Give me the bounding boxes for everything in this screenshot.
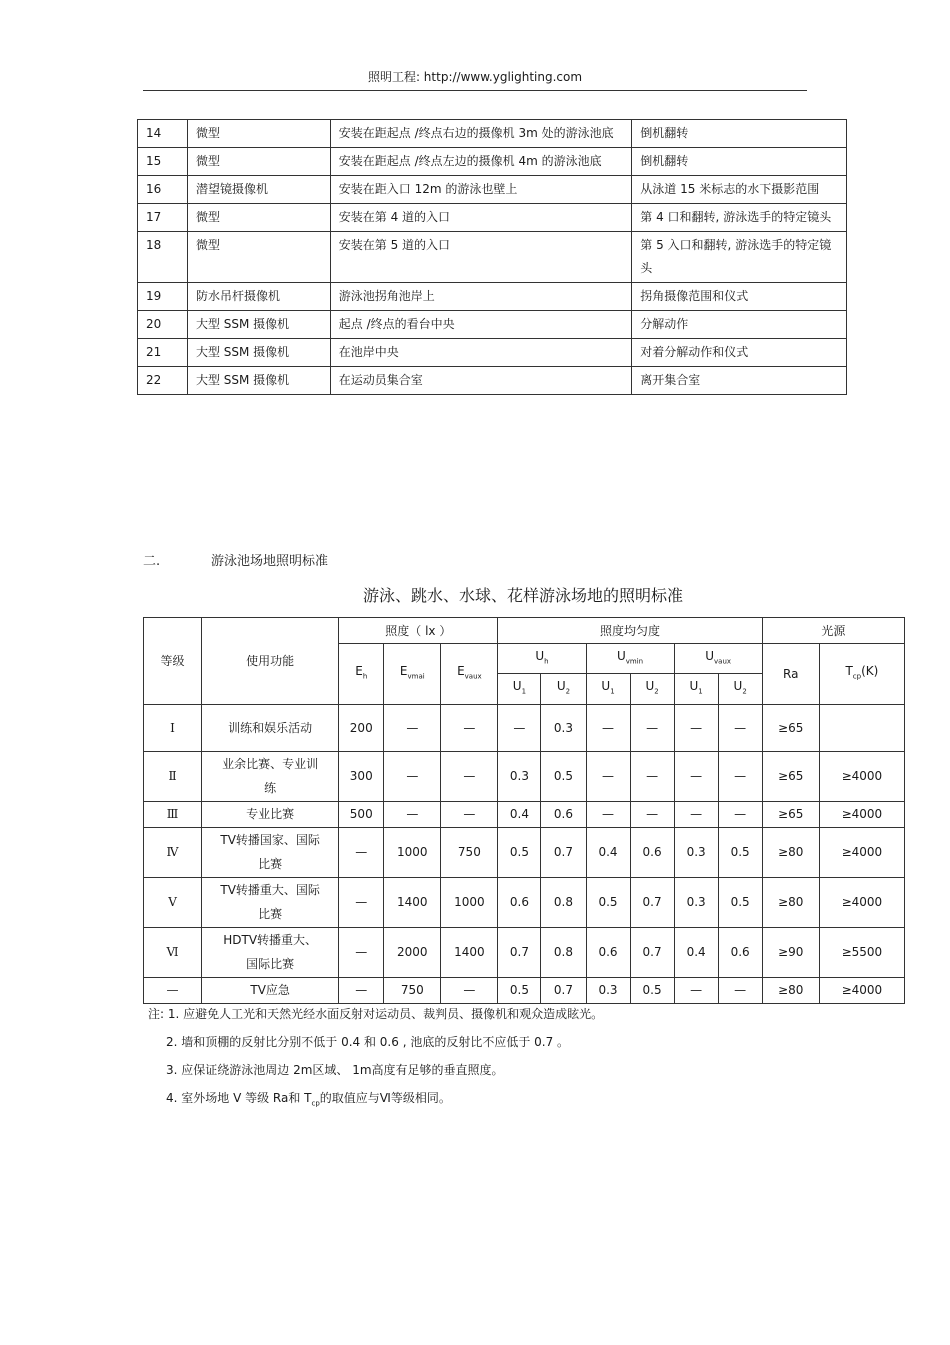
camera-use: 离开集合室 — [632, 367, 847, 395]
note-2: 2. 墙和顶棚的反射比分别不低于 0.4 和 0.6 , 池底的反射比不应低于 0.7 。 — [166, 1035, 570, 1049]
value-cell: ≥5500 — [819, 927, 904, 977]
header-u1: $U_1$ — [498, 674, 541, 704]
header-u1: $U_1$ — [674, 674, 718, 704]
value-cell: 750 — [384, 977, 441, 1003]
camera-use: 对着分解动作和仪式 — [632, 339, 847, 367]
value-cell: 0.7 — [630, 877, 674, 927]
value-cell: — — [630, 801, 674, 827]
value-cell: — — [718, 977, 762, 1003]
note-3: 3. 应保证绕游泳池周边 2m区域、 1m高度有足够的垂直照度。 — [166, 1063, 504, 1077]
value-cell: — — [718, 801, 762, 827]
value-cell: 0.7 — [498, 927, 541, 977]
value-cell: — — [718, 704, 762, 751]
header-u1: $U_1$ — [586, 674, 630, 704]
value-cell: — — [674, 801, 718, 827]
camera-row — [138, 120, 847, 148]
camera-no: 19 — [138, 283, 188, 311]
header-u2: $U_2$ — [718, 674, 762, 704]
standard-row — [144, 877, 905, 927]
value-cell: — — [586, 751, 630, 801]
value-cell: 0.7 — [630, 927, 674, 977]
camera-no: 22 — [138, 367, 188, 395]
function-cell: HDTV转播重大、国际比赛 — [202, 927, 339, 977]
standard-row — [144, 927, 905, 977]
camera-no: 21 — [138, 339, 188, 367]
value-cell: — — [441, 977, 498, 1003]
header-u2: $U_2$ — [630, 674, 674, 704]
value-cell: ≥4000 — [819, 827, 904, 877]
header-light-source: 光源 — [762, 618, 904, 644]
camera-position: 安装在距起点 /终点右边的摄像机 3m 处的游泳池底 — [330, 120, 632, 148]
header-uvaux: $U_{vaux}$ — [674, 644, 762, 674]
grade-cell: Ⅰ — [144, 704, 202, 751]
value-cell: 0.6 — [498, 877, 541, 927]
camera-row — [138, 176, 847, 204]
camera-row — [138, 283, 847, 311]
value-cell: ≥4000 — [819, 877, 904, 927]
camera-row — [138, 367, 847, 395]
value-cell: 0.6 — [541, 801, 586, 827]
header-tcp: $T_{cp}(K)$ — [819, 644, 904, 705]
value-cell: 1400 — [441, 927, 498, 977]
camera-use: 分解动作 — [632, 311, 847, 339]
camera-no: 14 — [138, 120, 188, 148]
value-cell: 0.3 — [586, 977, 630, 1003]
value-cell: 0.5 — [718, 877, 762, 927]
value-cell: 0.3 — [541, 704, 586, 751]
grade-cell: Ⅱ — [144, 751, 202, 801]
standard-row — [144, 704, 905, 751]
value-cell: ≥80 — [762, 827, 819, 877]
value-cell: 1400 — [384, 877, 441, 927]
camera-type: 防水吊杆摄像机 — [187, 283, 330, 311]
camera-position: 安装在第 5 道的入口 — [330, 232, 632, 283]
value-cell: 0.8 — [541, 877, 586, 927]
camera-type: 微型 — [187, 204, 330, 232]
camera-type: 微型 — [187, 148, 330, 176]
value-cell: 0.5 — [630, 977, 674, 1003]
value-cell: — — [384, 751, 441, 801]
value-cell: — — [630, 751, 674, 801]
header-function: 使用功能 — [202, 618, 339, 705]
camera-position: 游泳池拐角池岸上 — [330, 283, 632, 311]
function-cell: 业余比赛、专业训练 — [202, 751, 339, 801]
camera-position: 起点 /终点的看台中央 — [330, 311, 632, 339]
value-cell: — — [674, 704, 718, 751]
note-1: 注: 1. 应避免人工光和天然光经水面反射对运动员、裁判员、摄像机和观众造成眩光。 — [148, 1007, 604, 1021]
grade-cell: Ⅲ — [144, 801, 202, 827]
value-cell: — — [441, 801, 498, 827]
camera-no: 15 — [138, 148, 188, 176]
value-cell — [819, 704, 904, 751]
camera-use: 拐角摄像范围和仪式 — [632, 283, 847, 311]
value-cell: ≥80 — [762, 977, 819, 1003]
value-cell: 0.6 — [718, 927, 762, 977]
camera-no: 18 — [138, 232, 188, 283]
header-grade: 等级 — [144, 618, 202, 705]
section-number: 二. — [143, 554, 161, 569]
notes — [148, 1000, 603, 1117]
value-cell: — — [498, 704, 541, 751]
value-cell: — — [384, 801, 441, 827]
value-cell: — — [441, 751, 498, 801]
camera-row — [138, 148, 847, 176]
value-cell: — — [718, 751, 762, 801]
camera-row — [138, 204, 847, 232]
header-evaux: $E_{vaux}$ — [441, 644, 498, 705]
value-cell: 0.3 — [674, 877, 718, 927]
camera-type: 大型 SSM 摄像机 — [187, 367, 330, 395]
value-cell: 0.4 — [586, 827, 630, 877]
camera-use: 第 4 口和翻转, 游泳选手的特定镜头 — [632, 204, 847, 232]
standard-row — [144, 827, 905, 877]
value-cell: — — [339, 927, 384, 977]
value-cell: 0.8 — [541, 927, 586, 977]
note-4: 4. 室外场地 V 等级 Ra和 $T_{cp}$的取值应与Ⅵ等级相同。 — [166, 1091, 451, 1108]
value-cell: 1000 — [441, 877, 498, 927]
header-uvmin: $U_{vmin}$ — [586, 644, 674, 674]
camera-use: 从泳道 15 米标志的水下摄影范围 — [632, 176, 847, 204]
value-cell: — — [339, 877, 384, 927]
camera-row — [138, 232, 847, 283]
value-cell: 0.3 — [498, 751, 541, 801]
value-cell: 0.3 — [674, 827, 718, 877]
value-cell: — — [586, 704, 630, 751]
header-uh: $U_h$ — [498, 644, 586, 674]
function-cell: TV应急 — [202, 977, 339, 1003]
value-cell: — — [586, 801, 630, 827]
camera-type: 微型 — [187, 232, 330, 283]
value-cell: 0.6 — [586, 927, 630, 977]
value-cell: 300 — [339, 751, 384, 801]
value-cell: 0.7 — [541, 977, 586, 1003]
value-cell: — — [630, 704, 674, 751]
value-cell: 0.5 — [541, 751, 586, 801]
camera-position: 在池岸中央 — [330, 339, 632, 367]
value-cell: 0.5 — [718, 827, 762, 877]
camera-table — [137, 119, 847, 395]
header-eh: $E_h$ — [339, 644, 384, 705]
value-cell: — — [339, 977, 384, 1003]
value-cell: — — [339, 827, 384, 877]
standard-row — [144, 801, 905, 827]
value-cell: 0.4 — [674, 927, 718, 977]
value-cell: 0.4 — [498, 801, 541, 827]
value-cell: — — [384, 704, 441, 751]
value-cell: — — [674, 751, 718, 801]
header-illuminance: 照度（ lx ） — [339, 618, 498, 644]
value-cell: — — [441, 704, 498, 751]
value-cell: 0.7 — [541, 827, 586, 877]
camera-row — [138, 311, 847, 339]
camera-type: 微型 — [187, 120, 330, 148]
header-uniformity: 照度均匀度 — [498, 618, 762, 644]
value-cell: ≥65 — [762, 801, 819, 827]
camera-no: 17 — [138, 204, 188, 232]
page-header: 照明工程: http://www.yglighting.com — [143, 68, 807, 91]
camera-position: 安装在第 4 道的入口 — [330, 204, 632, 232]
grade-cell: Ⅵ — [144, 927, 202, 977]
value-cell: ≥4000 — [819, 751, 904, 801]
value-cell: — — [674, 977, 718, 1003]
standard-table-title: 游泳、跳水、水球、花样游泳场地的照明标准 — [362, 586, 683, 605]
value-cell: ≥80 — [762, 877, 819, 927]
lighting-standard-table — [143, 617, 905, 1004]
section-title: 游泳池场地照明标准 — [211, 554, 329, 569]
camera-use: 第 5 入口和翻转, 游泳选手的特定镜头 — [632, 232, 847, 283]
value-cell: 0.5 — [498, 977, 541, 1003]
value-cell: ≥65 — [762, 751, 819, 801]
section-heading — [143, 550, 328, 569]
value-cell: 0.5 — [586, 877, 630, 927]
value-cell: 0.6 — [630, 827, 674, 877]
camera-no: 20 — [138, 311, 188, 339]
value-cell: 200 — [339, 704, 384, 751]
value-cell: 2000 — [384, 927, 441, 977]
camera-type: 大型 SSM 摄像机 — [187, 339, 330, 367]
header-ra: Ra — [762, 644, 819, 705]
function-cell: 训练和娱乐活动 — [202, 704, 339, 751]
header-evmai: $E_{vmai}$ — [384, 644, 441, 705]
value-cell: ≥90 — [762, 927, 819, 977]
camera-type: 潜望镜摄像机 — [187, 176, 330, 204]
function-cell: TV转播国家、国际比赛 — [202, 827, 339, 877]
grade-cell: — — [144, 977, 202, 1003]
header-u2: $U_2$ — [541, 674, 586, 704]
value-cell: ≥65 — [762, 704, 819, 751]
value-cell: 0.5 — [498, 827, 541, 877]
value-cell: 500 — [339, 801, 384, 827]
value-cell: ≥4000 — [819, 801, 904, 827]
value-cell: 750 — [441, 827, 498, 877]
value-cell: 1000 — [384, 827, 441, 877]
camera-use: 倒机翻转 — [632, 120, 847, 148]
camera-use: 倒机翻转 — [632, 148, 847, 176]
function-cell: TV转播重大、国际比赛 — [202, 877, 339, 927]
grade-cell: Ⅳ — [144, 827, 202, 877]
camera-no: 16 — [138, 176, 188, 204]
standard-row — [144, 751, 905, 801]
camera-type: 大型 SSM 摄像机 — [187, 311, 330, 339]
camera-position: 在运动员集合室 — [330, 367, 632, 395]
function-cell: 专业比赛 — [202, 801, 339, 827]
grade-cell: Ⅴ — [144, 877, 202, 927]
camera-position: 安装在距起点 /终点左边的摄像机 4m 的游泳池底 — [330, 148, 632, 176]
camera-position: 安装在距入口 12m 的游泳也壁上 — [330, 176, 632, 204]
camera-row — [138, 339, 847, 367]
value-cell: ≥4000 — [819, 977, 904, 1003]
